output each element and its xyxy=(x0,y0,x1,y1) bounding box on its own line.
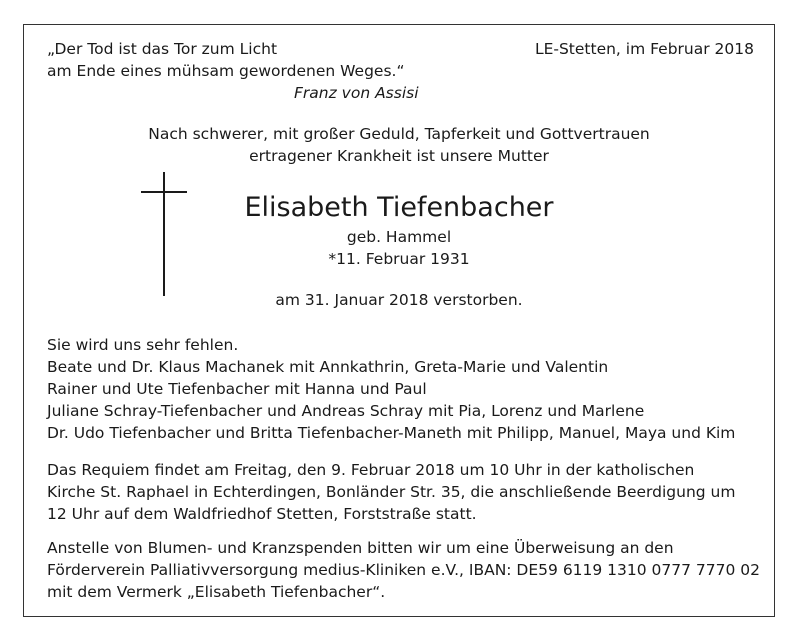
quote-block xyxy=(47,38,419,104)
intro-text xyxy=(23,123,775,167)
family-block xyxy=(47,334,735,444)
family-line: Juliane Schray-Tiefenbacher und Andreas Schray mit Pia, Lorenz und Marlene xyxy=(47,402,645,420)
family-line: Rainer und Ute Tiefenbacher mit Hanna und Paul xyxy=(47,380,427,398)
deceased-name: Elisabeth Tiefenbacher xyxy=(244,192,554,223)
place-date: LE-Stetten, im Februar 2018 xyxy=(534,40,754,58)
service-line: 12 Uhr auf dem Waldfriedhof Stetten, Forststraße statt. xyxy=(47,505,477,523)
maiden-name: geb. Hammel xyxy=(346,228,452,246)
birth-date: *11. Februar 1931 xyxy=(328,250,470,268)
quote-line-2: am Ende eines mühsam gewordenen Weges.“ xyxy=(47,62,405,80)
donation-line: Anstelle von Blumen- und Kranzspenden bitten wir um eine Überweisung an den xyxy=(47,539,674,557)
service-line: Kirche St. Raphael in Echterdingen, Bonländer Str. 35, die anschließende Beerdigung um xyxy=(47,483,736,501)
quote-line-1: „Der Tod ist das Tor zum Licht xyxy=(47,40,278,58)
family-line: Beate und Dr. Klaus Machanek mit Annkathrin, Greta-Marie und Valentin xyxy=(47,358,609,376)
birth-info xyxy=(23,226,775,270)
service-block xyxy=(47,459,735,525)
donation-line: mit dem Vermerk „Elisabeth Tiefenbacher“. xyxy=(47,583,386,601)
death-date: am 31. Januar 2018 verstorben. xyxy=(275,291,523,309)
intro-line-2: ertragener Krankheit ist unsere Mutter xyxy=(249,147,549,165)
family-line: Sie wird uns sehr fehlen. xyxy=(47,336,239,354)
service-line: Das Requiem findet am Freitag, den 9. Februar 2018 um 10 Uhr in der katholischen xyxy=(47,461,695,479)
quote-author: Franz von Assisi xyxy=(294,84,419,102)
family-line: Dr. Udo Tiefenbacher und Britta Tiefenbacher-Maneth mit Philipp, Manuel, Maya und Kim xyxy=(47,424,736,442)
notice-border xyxy=(23,24,775,617)
donation-block xyxy=(47,537,760,603)
donation-line: Förderverein Palliativversorgung medius-Kliniken e.V., IBAN: DE59 6119 1310 0777 7770 02 xyxy=(47,561,761,579)
intro-line-1: Nach schwerer, mit großer Geduld, Tapferkeit und Gottvertrauen xyxy=(148,125,650,143)
